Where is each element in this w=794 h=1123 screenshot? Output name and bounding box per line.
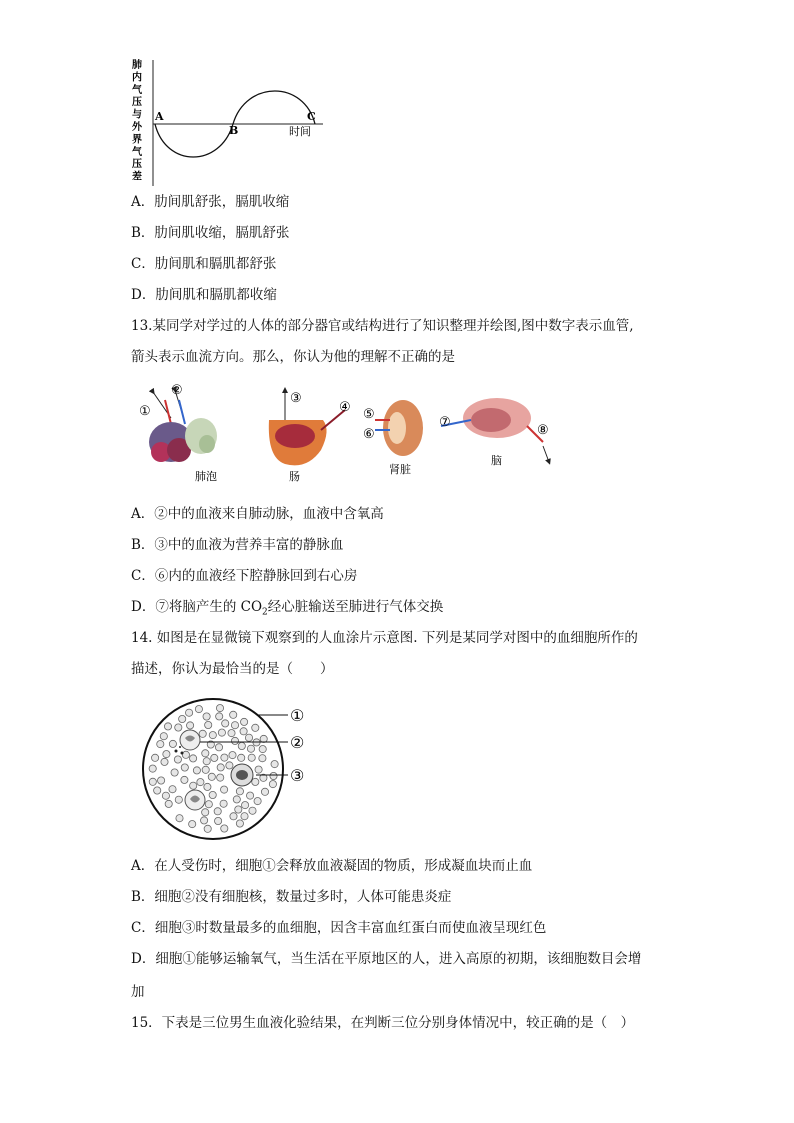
red-blood-cell (231, 737, 238, 744)
red-blood-cell (205, 721, 212, 728)
y-axis-label-char: 差 (132, 171, 142, 183)
cell-label-2: ② (290, 733, 305, 752)
red-blood-cell (208, 773, 215, 780)
kidney-illustration (375, 400, 423, 456)
red-blood-cell (249, 807, 256, 814)
q15-stem: 15．下表是三位男生血液化验结果，在判断三位分别身体情况中，较正确的是（ ） (131, 1015, 635, 1031)
red-blood-cell (220, 800, 227, 807)
q14-option-c: C．细胞③时数量最多的血细胞，因含丰富血红蛋白而使血液呈现红色 (131, 920, 547, 936)
red-blood-cell (199, 730, 206, 737)
red-blood-cell (216, 705, 223, 712)
y-axis-label-char: 压 (132, 159, 142, 171)
red-blood-cell (205, 801, 212, 808)
red-blood-cell (248, 754, 255, 761)
red-blood-cell (241, 718, 248, 725)
red-blood-cell (175, 724, 182, 731)
q12-option-a: A．肋间肌舒张，膈肌收缩 (131, 194, 290, 210)
red-blood-cell (230, 711, 237, 718)
red-blood-cell (217, 764, 224, 771)
q12-option-b: B．肋间肌收缩，膈肌舒张 (131, 225, 290, 241)
red-blood-cell (271, 761, 278, 768)
q13-option-d-subscript: 2 (262, 607, 268, 618)
y-axis-label-char: 外 (132, 122, 142, 133)
q13-option-b: B．③中的血液为营养丰富的静脉血 (131, 537, 344, 553)
q14-option-d-cont: 加 (131, 984, 145, 1000)
y-axis-label-char: 气 (132, 146, 142, 158)
red-blood-cell (171, 769, 178, 776)
red-blood-cell (204, 825, 211, 832)
q13-option-d-prefix: D．⑦将脑产生的 CO (131, 599, 263, 615)
alveoli-illustration (149, 390, 217, 462)
q14-option-b: B．细胞②没有细胞核，数量过多时，人体可能患炎症 (131, 889, 452, 905)
label-kidney: 肾脏 (389, 463, 411, 476)
label-n6: ⑥ (363, 427, 375, 442)
red-blood-cell (160, 733, 167, 740)
q14-stem-line2: 描述，你认为最恰当的是（ ） (131, 661, 334, 677)
label-n4: ④ (339, 400, 351, 415)
red-blood-cell (236, 820, 243, 827)
q13-stem-line1: 13.某同学对学过的人体的部分器官或结构进行了知识整理并绘图,图中数字表示血管, (131, 318, 634, 334)
red-blood-cell (195, 706, 202, 713)
red-blood-cell (158, 777, 165, 784)
y-axis-label-char: 与 (132, 109, 142, 121)
label-n7: ⑦ (439, 415, 451, 430)
label-n1: ① (139, 404, 151, 419)
red-blood-cell (221, 754, 228, 761)
red-blood-cell (179, 715, 186, 722)
red-blood-cell (149, 778, 156, 785)
red-blood-cell (221, 786, 228, 793)
q13-option-d-suffix: 经心脏输送至肺进行气体交换 (267, 599, 444, 615)
label-n8: ⑧ (537, 423, 549, 438)
red-blood-cell (233, 796, 240, 803)
red-blood-cell (269, 781, 276, 788)
red-blood-cell (204, 783, 211, 790)
red-blood-cell (187, 722, 194, 729)
red-blood-cell (215, 817, 222, 824)
red-blood-cell (270, 772, 277, 779)
red-blood-cell (240, 728, 247, 735)
red-blood-cell (174, 756, 181, 763)
red-blood-cell (201, 817, 208, 824)
red-blood-cell (202, 750, 209, 757)
red-blood-cell (261, 788, 268, 795)
white-blood-cell-2 (185, 790, 205, 810)
red-blood-cell (169, 740, 176, 747)
red-blood-cell (228, 730, 235, 737)
red-blood-cell (202, 809, 209, 816)
q13-stem-line2: 箭头表示血流方向。那么，你认为他的理解不正确的是 (131, 349, 455, 365)
red-blood-cell (154, 787, 161, 794)
red-blood-cell (182, 751, 189, 758)
red-blood-cell (186, 709, 193, 716)
red-blood-cell (241, 813, 248, 820)
red-blood-cell (242, 802, 249, 809)
point-a-label: A (155, 110, 164, 123)
red-blood-cell (247, 792, 254, 799)
x-axis-label: 时间 (289, 125, 311, 138)
y-axis-label-char: 肺 (132, 60, 142, 71)
red-blood-cell (190, 755, 197, 762)
red-blood-cell (215, 744, 222, 751)
label-n2: ② (171, 383, 183, 398)
cell-label-3: ③ (290, 766, 305, 785)
red-blood-cell (252, 778, 259, 785)
red-blood-cell (161, 758, 168, 765)
q13-option-d (131, 598, 443, 622)
red-blood-cell (209, 732, 216, 739)
red-blood-cell (217, 774, 224, 781)
y-axis-label-char: 气 (132, 84, 142, 96)
red-blood-cell (231, 722, 238, 729)
red-blood-cell (245, 734, 252, 741)
red-blood-cell (202, 766, 209, 773)
organ-figure (135, 380, 555, 490)
red-blood-cell (229, 752, 236, 759)
white-blood-cell-1 (180, 730, 200, 750)
red-blood-cell (164, 723, 171, 730)
red-blood-cell (254, 798, 261, 805)
label-n3: ③ (290, 391, 302, 406)
red-blood-cell (238, 754, 245, 761)
red-blood-cell (211, 754, 218, 761)
red-blood-cell (190, 782, 197, 789)
q14-option-a: A．在人受伤时，细胞①会释放血液凝固的物质，形成凝血块而止血 (131, 858, 533, 874)
q12-option-c: C．肋间肌和膈肌都舒张 (131, 256, 277, 272)
red-blood-cell (149, 765, 156, 772)
pressure-difference-graph (128, 58, 328, 188)
red-blood-cell (209, 791, 216, 798)
q13-option-a: A．②中的血液来自肺动脉，血液中含氧高 (131, 506, 384, 522)
red-blood-cell (222, 720, 229, 727)
red-blood-cell (226, 762, 233, 769)
red-blood-cell (189, 821, 196, 828)
label-alveoli: 肺泡 (195, 470, 217, 483)
red-blood-cell (165, 800, 172, 807)
red-blood-cell (203, 758, 210, 765)
brain-illustration (441, 398, 549, 462)
red-blood-cell (181, 764, 188, 771)
label-n5: ⑤ (363, 407, 375, 422)
cell-label-1: ① (290, 706, 305, 725)
red-blood-cell (252, 724, 259, 731)
white-blood-cell-3 (231, 764, 253, 786)
red-blood-cell (260, 735, 267, 742)
y-axis-label-char: 内 (132, 72, 142, 84)
red-blood-cell (255, 766, 262, 773)
red-blood-cell (203, 713, 210, 720)
red-blood-cell (169, 786, 176, 793)
red-blood-cell (193, 767, 200, 774)
red-blood-cell (197, 779, 204, 786)
red-blood-cell (176, 815, 183, 822)
q14-option-d: D．细胞①能够运输氧气，当生活在平原地区的人，进入高原的初期，该细胞数目会增 (131, 951, 642, 967)
red-blood-cell (230, 813, 237, 820)
point-c-label: C (307, 110, 316, 123)
point-b-label: B (229, 124, 239, 137)
red-blood-cell (259, 755, 266, 762)
label-intestine: 肠 (289, 470, 300, 483)
label-brain: 脑 (491, 454, 502, 467)
red-blood-cell (247, 745, 254, 752)
red-blood-cell (181, 776, 188, 783)
red-blood-cell (175, 796, 182, 803)
red-blood-cell (238, 742, 245, 749)
intestine-illustration (269, 390, 345, 465)
red-blood-cell (163, 751, 170, 758)
q14-stem-line1: 14. 如图是在显微镜下观察到的人血涂片示意图. 下列是某同学对图中的血细胞所作的 (131, 630, 638, 646)
red-blood-cell (259, 746, 266, 753)
red-blood-cell (162, 792, 169, 799)
red-blood-cell (235, 806, 242, 813)
q12-option-d: D．肋间肌和膈肌都收缩 (131, 287, 277, 303)
red-blood-cell (152, 754, 159, 761)
red-blood-cell (236, 788, 243, 795)
y-axis-label-char: 压 (132, 97, 142, 109)
red-blood-cell (218, 729, 225, 736)
y-axis-label-char: 界 (132, 134, 142, 146)
blood-smear-figure (140, 695, 340, 845)
q13-option-c: C．⑥内的血液经下腔静脉回到右心房 (131, 568, 358, 584)
red-blood-cell (221, 825, 228, 832)
red-blood-cell (157, 741, 164, 748)
red-blood-cell (216, 713, 223, 720)
red-blood-cell (214, 808, 221, 815)
